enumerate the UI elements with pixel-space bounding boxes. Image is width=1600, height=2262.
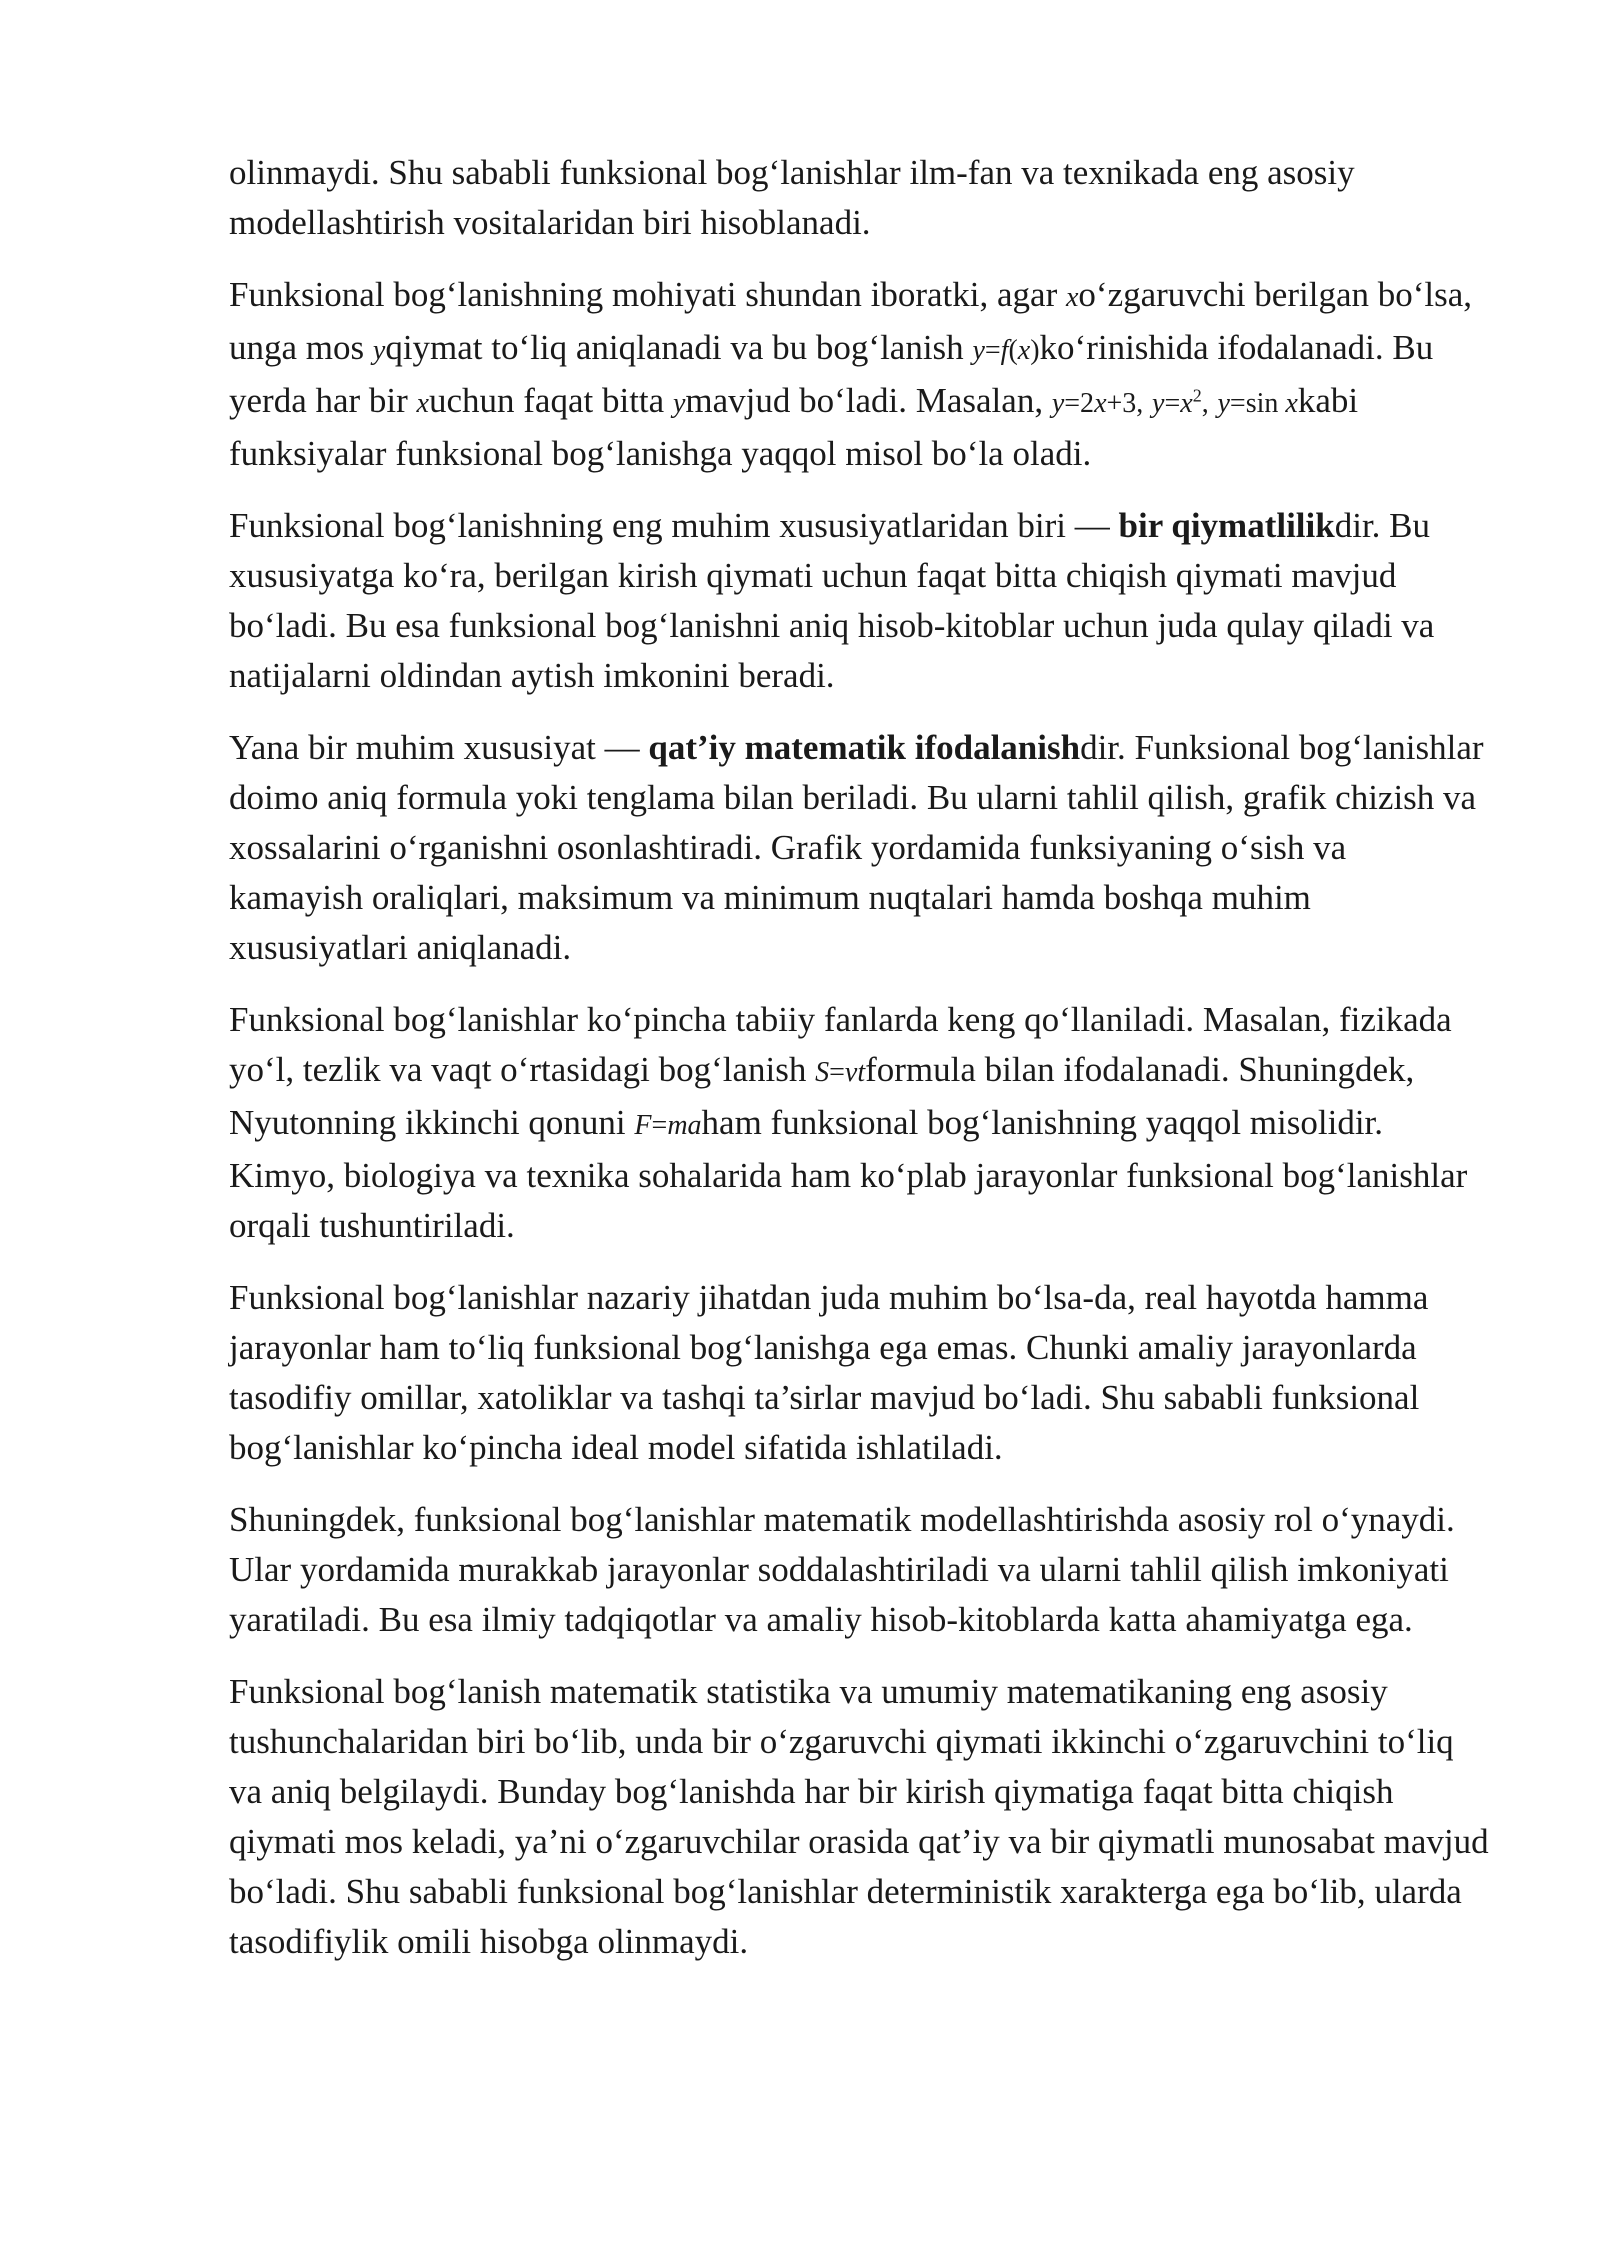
paragraph-2-text-6: mavjud bo‘ladi. Masalan,	[685, 381, 1052, 420]
paragraph-3-text-1: Funksional bog‘lanishning eng muhim xususiyatlaridan biri —	[229, 506, 1119, 545]
paragraph-5-text-2: formula bilan ifodalanadi. Shuningdek, Nyutonning ikkinchi qonuni	[229, 1050, 1415, 1142]
paragraph-2-text-1: Funksional bog‘lanishning mohiyati shundan iboratki, agar	[229, 275, 1066, 314]
paragraph-3-bold-term: bir qiymatlilik	[1118, 506, 1335, 545]
paragraph-2-text-7: kabi funksiyalar funksional bog‘lanishga yaqqol misol bo‘la oladi.	[229, 381, 1359, 473]
paragraph-7	[229, 1495, 1489, 1645]
paragraph-5-text-1: Funksional bog‘lanishlar ko‘pincha tabiiy fanlarda keng qo‘llaniladi. Masalan, fizikada yo‘l, tezlik va vaqt o‘rtasidagi bog‘lanish	[229, 1000, 1452, 1089]
paragraph-5-text-3: ham funksional bog‘lanishning yaqqol misolidir. Kimyo, biologiya va texnika sohalarida ham ko‘plab jarayonlar funksional bog‘lanishlar orqali tushuntiriladi.	[229, 1103, 1468, 1245]
math-y-2: y	[672, 388, 686, 419]
paragraph-6-text: Funksional bog‘lanishlar nazariy jihatdan juda muhim bo‘lsa-da, real hayotda hamma jarayonlar ham to‘liq funksional bog‘lanishga ega emas. Chunki amaliy jarayonlarda tasodifiy omillar, xatoliklar va tashqi ta’sirlar mavjud bo‘ladi. Shu sababli funksional bog‘lanishlar ko‘pincha ideal model sifatida ishlatiladi.	[229, 1278, 1429, 1467]
paragraph-8	[229, 1667, 1489, 1967]
paragraph-8-text: Funksional bog‘lanish matematik statistika va umumiy matematikaning eng asosiy tushunchalaridan biri bo‘lib, unda bir o‘zgaruvchi qiymati ikkinchi o‘zgaruvchini to‘liq va aniq belgilaydi. Bunday bog‘lanishda har bir kirish qiymatiga faqat bitta chiqish qiymati mos keladi, ya’ni o‘zgaruvchilar orasida qat’iy va bir qiymatli munosabat mavjud bo‘ladi. Shu sababli funksional bog‘lanishlar deterministik xarakterga ega bo‘lib, ularda tasodifiylik omili hisobga olinmaydi.	[229, 1672, 1489, 1961]
paragraph-3-text-2: dir. Bu xususiyatga ko‘ra, berilgan kirish qiymati uchun faqat bitta chiqish qiymati mavjud bo‘ladi. Bu esa funksional bog‘lanishni aniq hisob-kitoblar uchun juda qulay qiladi va natijalarni oldindan aytish imkonini beradi.	[229, 506, 1435, 695]
paragraph-2	[229, 270, 1489, 479]
math-y: y	[372, 335, 386, 366]
paragraph-2-text-2: o‘zgaruvchi berilgan bo‘lsa, unga mos	[229, 275, 1473, 367]
math-f-equals-ma: F=ma	[634, 1110, 702, 1141]
paragraph-4-bold-term: qat’iy matematik ifodalanish	[648, 728, 1081, 767]
document-page	[229, 148, 1489, 1989]
paragraph-5	[229, 995, 1489, 1251]
paragraph-2-text-3: qiymat to‘liq aniqlanadi va bu bog‘lanish	[385, 328, 973, 367]
math-example-square: $y=x^2$,	[1152, 385, 1209, 419]
paragraph-2-text-4: ko‘rinishida ifodalanadi. Bu yerda har bir	[229, 328, 1434, 420]
paragraph-2-text-5: uchun faqat bitta	[428, 381, 673, 420]
paragraph-4	[229, 723, 1489, 973]
paragraph-6	[229, 1273, 1489, 1473]
paragraph-1	[229, 148, 1489, 248]
paragraph-7-text: Shuningdek, funksional bog‘lanishlar matematik modellashtirishda asosiy rol o‘ynaydi. Ular yordamida murakkab jarayonlar soddalashtiriladi va ularni tahlil qilish imkoniyati yaratiladi. Bu esa ilmiy tadqiqotlar va amaliy hisob-kitoblarda katta ahamiyatga ega.	[229, 1500, 1455, 1639]
math-x-2: x	[416, 388, 429, 419]
paragraph-4-text-1: Yana bir muhim xususiyat —	[229, 728, 649, 767]
math-y-equals-f-of-x: y=f(x)	[972, 335, 1040, 366]
math-s-equals-vt: S=vt	[815, 1057, 866, 1088]
paragraph-4-text-2: dir. Funksional bog‘lanishlar doimo aniq formula yoki tenglama bilan beriladi. Bu ularni tahlil qilish, grafik chizish va xossalarini o‘rganishni osonlashtiradi. Grafik yordamida funksiyaning o‘sish va kamayish oraliqlari, maksimum va minimum nuqtalari hamda boshqa muhim xususiyatlari aniqlanadi.	[229, 728, 1484, 967]
math-x: x	[1065, 282, 1079, 313]
math-example-sine: y=sin x	[1217, 388, 1298, 419]
paragraph-1-text: olinmaydi. Shu sababli funksional bog‘lanishlar ilm-fan va texnikada eng asosiy modellashtirish vositalaridan biri hisoblanadi.	[229, 153, 1355, 242]
math-example-linear: y=2x+3,	[1051, 388, 1144, 419]
paragraph-3	[229, 501, 1489, 701]
